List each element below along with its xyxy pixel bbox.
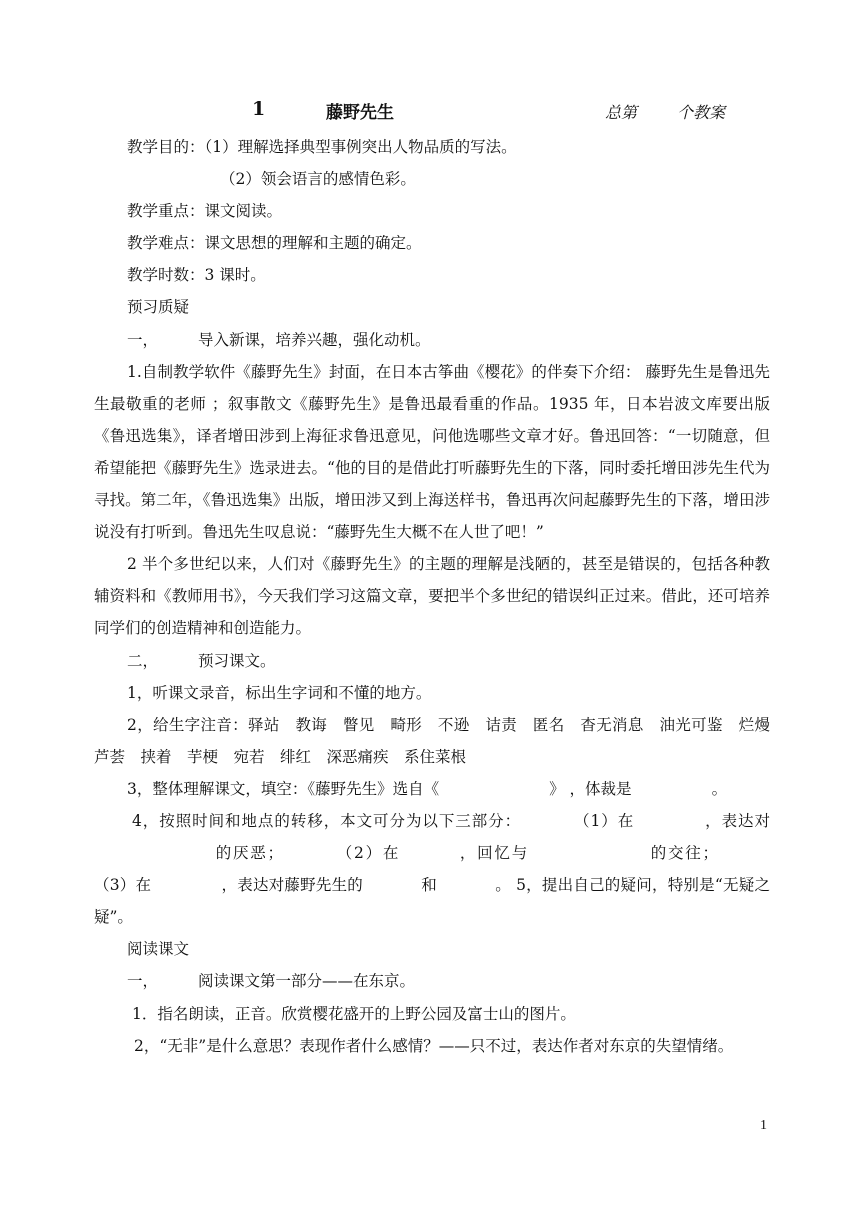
item4-part1-express: ，表达对	[704, 811, 770, 830]
section2-item-2: 2，给生字注音：驿站 教诲 瞥见 畸形 不逊 诘责 匿名 杳无消息 油光可鉴 烂熳 芦荟 挟着 芋梗 宛若 绯红 深恶痛疾 系住菜根	[94, 715, 786, 766]
item4-part1-end: 的厌恶；	[214, 844, 284, 863]
item4-part3: （3）在	[94, 876, 152, 895]
objectives-label: 教学目的：	[127, 138, 205, 156]
lesson-header	[0, 96, 860, 126]
section2-item-4	[94, 805, 770, 933]
section2-heading	[94, 645, 770, 677]
lesson-title: 藤野先生	[326, 103, 394, 123]
fill-blank-end: 。	[711, 779, 728, 798]
item4-part2: （2）在	[335, 844, 401, 863]
page-number: 1	[760, 1118, 767, 1133]
item4-part2-end: 的交往；	[648, 844, 718, 863]
section3-heading	[94, 965, 770, 997]
objectives-line	[94, 131, 770, 163]
item4-end: 。 5，提出自己的疑问，特别是“无疑之疑”。	[94, 876, 770, 927]
section2-item-3	[94, 773, 770, 805]
document-body	[94, 131, 786, 1062]
count-suffix: 个教案	[677, 103, 726, 122]
objective-2: （2）领会语言的感情色彩。	[220, 170, 416, 189]
lesson-plan-count	[605, 100, 725, 123]
fill-blank-genre: 》 ，体裁是	[549, 779, 632, 798]
section3-title: 阅读课文第一部分——在东京。	[198, 972, 416, 991]
key-point: 教学重点：课文阅读。	[127, 202, 283, 221]
teaching-hours: 教学时数：3 课时。	[127, 266, 266, 285]
fill-blank-source: 3，整体理解课文，填空：《藤野先生》选自《	[127, 779, 440, 798]
section3-item-2: 2，“无非”是什么意思？表现作者什么感情？——只不过，表达作者对东京的失望情绪。	[134, 1036, 734, 1055]
item4-part3-express: ，表达对藤野先生的	[221, 876, 364, 895]
section2-title: 预习课文。	[198, 651, 276, 670]
difficulty: 教学难点：课文思想的理解和主题的确定。	[127, 234, 422, 253]
section3-item-1: 1．指名朗读，正音。欣赏樱花盛开的上野公园及富士山的图片。	[132, 1004, 576, 1023]
count-prefix: 总第	[605, 103, 638, 122]
section1-num: 一，	[127, 330, 159, 349]
section3-num: 一，	[127, 972, 159, 991]
lesson-number: 1	[252, 98, 266, 120]
item4-part1: （1）在	[573, 811, 635, 830]
section1-title: 导入新课，培养兴趣，强化动机。	[198, 330, 431, 349]
item4-part3-and: 和	[421, 876, 437, 895]
item4-intro: 4，按照时间和地点的转移，本文可分为以下三部分：	[132, 811, 522, 830]
preview-heading: 预习质疑	[127, 298, 190, 317]
section2-item-1: 1，听课文录音，标出生字词和不懂的地方。	[127, 683, 432, 702]
objective-1: （1）理解选择典型事例突出人物品质的写法。	[204, 138, 517, 156]
section1-heading	[94, 324, 770, 356]
section1-paragraph-1: 1.自制教学软件《藤野先生》封面，在日本古筝曲《樱花》的伴奏下介绍： 藤野先生是鲁迅先生最敬重的老师 ；叙事散文《藤野先生》是鲁迅最看重的作品。1935 年，日本岩波文库要出版《鲁迅选集》，译者增田涉到上海征求鲁迅意见，问他选哪些文章才好。鲁迅回答：“一切随意，但希望能把《藤野先生》选录进去。“他的目的是借此打听藤野先生的下落，同时委托增田涉先生代为寻找。第二年，《鲁迅选集》出版，增田涉又到上海送样书，鲁迅再次问起藤野先生的下落，增田涉说没有打听到。鲁迅先生叹息说：“藤野先生大概不在人世了吧！”	[94, 362, 770, 542]
reading-heading: 阅读课文	[127, 940, 190, 959]
section2-num: 二，	[127, 651, 159, 670]
item4-part2-recall: ，回忆与	[458, 844, 529, 863]
section1-paragraph-2: 2 半个多世纪以来，人们对《藤野先生》的主题的理解是浅陋的，甚至是错误的，包括各种教辅资料和《教师用书》，今天我们学习这篇文章，要把半个多世纪的错误纠正过来。借此，还可培养同学们的创造精神和创造能力。	[94, 555, 770, 638]
